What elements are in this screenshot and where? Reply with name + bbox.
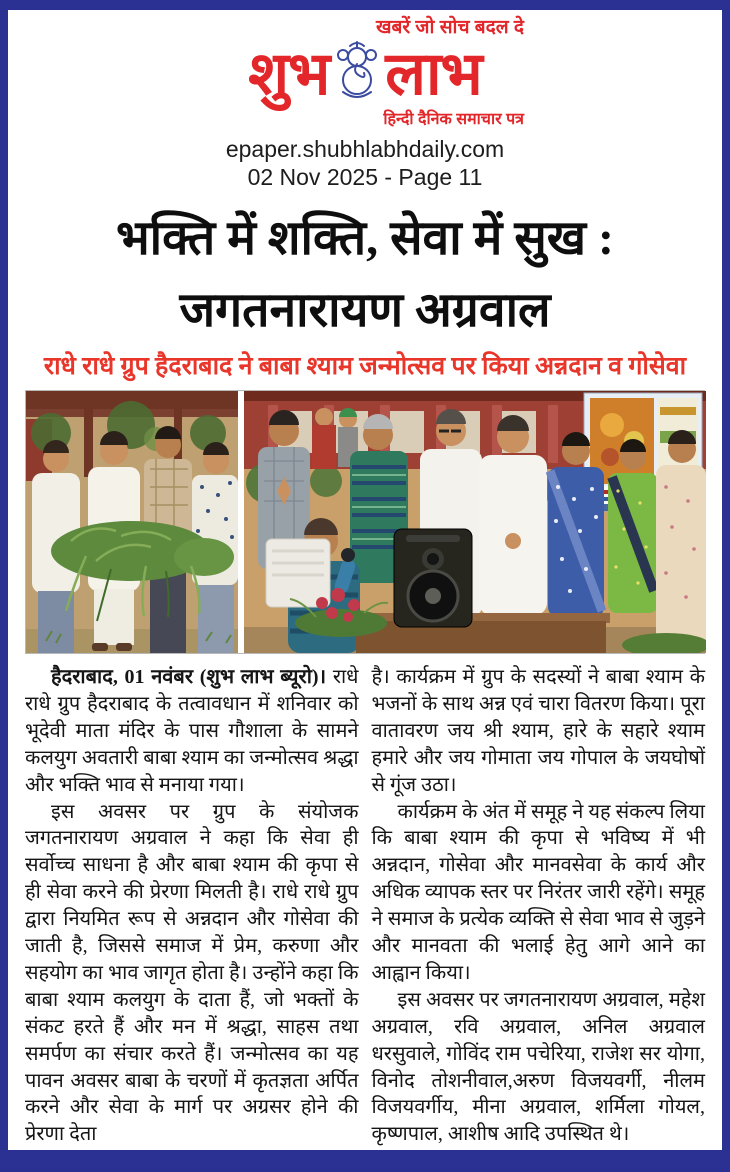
logo-word-labh: लाभ xyxy=(385,39,482,107)
article-body xyxy=(8,654,722,1148)
body-paragraph xyxy=(372,799,706,987)
newspaper-logo xyxy=(204,40,526,107)
ganesh-icon xyxy=(334,40,380,107)
body-column-left xyxy=(25,664,359,1148)
paragraph-text: राधे राधे ग्रुप हैदराबाद के तत्वावधान में शनिवार को भूदेवी माता मंदिर के पास गौशाला के सामने कलयुग अवतारी बाबा श्याम का जन्मोत्सव श्रद्धा और भक्ति भाव से मनाया गया। xyxy=(25,666,359,796)
dateline: हैदराबाद, 01 नवंबर (शुभ लाभ ब्यूरो)। xyxy=(51,666,327,689)
epaper-url: epaper.shubhlabhdaily.com xyxy=(225,135,505,162)
headline-line-1: भक्ति में शक्ति, सेवा में सुख : xyxy=(115,211,615,265)
paragraph-text: है। कार्यक्रम में ग्रुप के सदस्यों ने बाबा श्याम के भजनों के साथ अन्न एवं चारा वितरण किया। पूरा वातावरण जय श्री श्याम, हारे के सहारे श्याम हमारे और जय गोमाता जय गोपाल के जयघोषों से गूंज उठा। xyxy=(371,666,705,796)
body-column-right xyxy=(372,664,706,1148)
masthead xyxy=(8,10,722,191)
masthead-tagline-bottom: हिन्दी दैनिक समाचार पत्र xyxy=(383,110,524,128)
news-photo xyxy=(25,390,705,654)
headline-line-2: जगतनारायण अग्रवाल xyxy=(179,283,551,337)
news-photo-illustration xyxy=(26,391,706,653)
paragraph-text: इस अवसर पर ग्रुप के संयोजक जगतनारायण अग्रवाल ने कहा कि सेवा ही सर्वोच्च साधना है और बाबा श्याम की कृपा से ही सेवा करने की प्रेरणा मिलती है। राधे राधे ग्रुप द्वारा नियमित रूप से अन्नदान और गोसेवा की जाती है, जिससे समाज में प्रेम, करुणा और सहयोग का भाव जागृत होता है। उन्होंने कहा कि बाबा श्याम कलयुग के दाता हैं, जो भक्तों के संकट हरते हैं और मन में श्रद्धा, साहस तथा समर्पण का संचार करते हैं। जन्मोत्सव का यह पावन अवसर बाबा के चरणों में कृतज्ञता अर्पित करने और सेवा के मार्ग पर अग्रसर होने की प्रेरणा देता xyxy=(25,800,359,1146)
speaker xyxy=(394,529,472,627)
photo-panel-left xyxy=(26,391,238,653)
newspaper-logo-block xyxy=(204,18,526,129)
news-clipping-sheet xyxy=(8,10,722,1150)
article-subheadline: राधे राधे ग्रुप हैदराबाद ने बाबा श्याम जन्मोत्सव पर किया अन्नदान व गोसेवा xyxy=(43,352,687,380)
date-page-line: 02 Nov 2025 - Page 11 xyxy=(247,163,483,190)
paragraph-text: इस अवसर पर जगतनारायण अग्रवाल, महेश अग्रवाल, रवि अग्रवाल, अनिल अग्रवाल धरसुवाले, गोविंद राम पचेरिया, राजेश सर योगा, विनोद तोशनीवाल,अरुण विजयवर्गी, नीलम विजयवर्गीय, मीना अग्रवाल, शर्मिला गोयल, कृष्णपाल, आशीष आदि उपस्थित थे। xyxy=(371,988,705,1146)
body-paragraph xyxy=(25,799,359,1149)
logo-word-shubh: शुभ xyxy=(248,39,330,107)
body-paragraph xyxy=(25,664,359,798)
paragraph-text: कार्यक्रम के अंत में समूह ने यह संकल्प लिया कि बाबा श्याम की कृपा से भविष्य में भी अन्नदान, गोसेवा और मानवसेवा के कार्य और अधिक व्यापक स्तर पर निरंतर जारी रहेंगे। समूह ने समाज के प्रत्येक व्यक्ति से सेवा भाव से जुड़ने और मानवता की भलाई हेतु आगे आने का आह्वान किया। xyxy=(371,800,705,984)
article-headline xyxy=(16,203,714,347)
body-paragraph xyxy=(372,987,706,1148)
photo-panel-right xyxy=(244,391,706,653)
body-paragraph xyxy=(372,664,706,798)
masthead-tagline-top: खबरें जो सोच बदल दे xyxy=(375,17,524,38)
photo-divider xyxy=(238,391,244,653)
